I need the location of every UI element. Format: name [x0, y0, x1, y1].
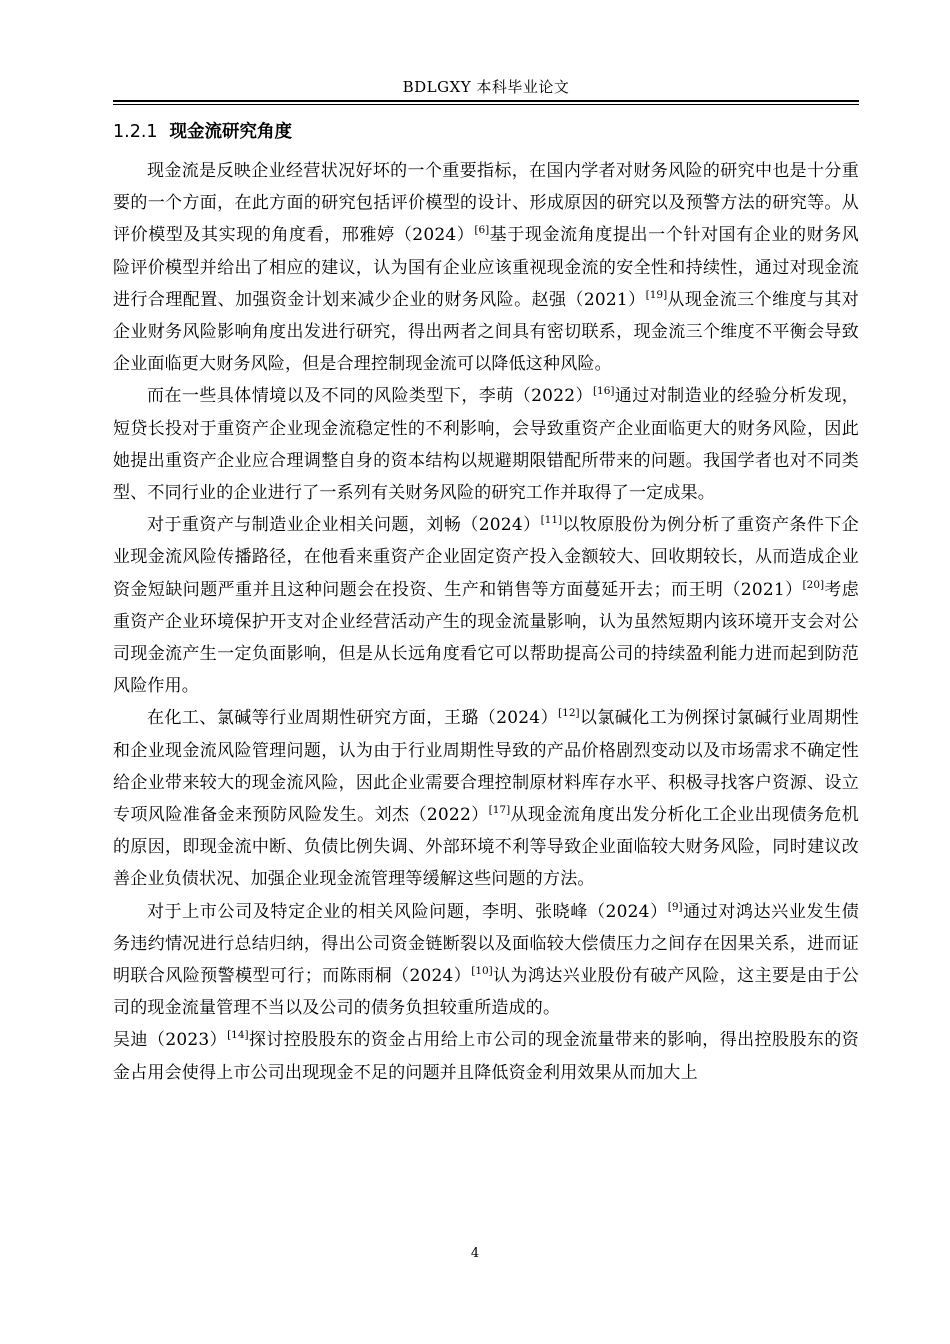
paragraph-text: 以氯碱化工为例探讨氯碱行业周期性和企业现金流风险管理问题，认为由于行业周期性导致的产品价格剧烈变动以及市场需求不确定性给企业带来较大的现金流风险，因此企业需要合理控制原材料库存水平、积极寻找客户资源、设立专项风险准备金来预防风险发生。刘杰（2022） [113, 708, 860, 826]
paragraph [113, 896, 859, 1025]
paragraph-text: 现金流是反映企业经营状况好坏的一个重要指标，在国内学者对财务风险的研究中也是十分重要的一个方面，在此方面的研究包括评价模型的设计、形成原因的研究以及预警方法的研究等。从评价模型及其实现的角度看，邢雅婷（2024） [113, 161, 859, 246]
paragraph-text: 对于重资产与制造业企业相关问题，刘畅（2024） [147, 515, 541, 536]
citation-marker: [19] [645, 288, 668, 301]
citation-marker: [10] [471, 965, 493, 978]
paragraph-text: 基于现金流角度提出一个针对国有企业的财务风险评价模型并给出了相应的建议，认为国有企业应该重视现金流的安全性和持续性，通过对现金流进行合理配置、加强资金计划来减少企业的财务风险。赵强（2021） [113, 225, 859, 310]
section-number: 1.2.1 [113, 122, 158, 142]
body-text [113, 155, 859, 1089]
citation-marker: [16] [592, 385, 615, 398]
paragraph-text: 考虑重资产企业环境保护开支对企业经营活动产生的现金流量影响，认为虽然短期内该环境开支会对公司现金流产生一定负面影响，但是从长远角度看它可以帮助提高公司的持续盈利能力进而起到防范风险作用。 [113, 579, 859, 697]
paragraph [113, 380, 859, 509]
section-title: 现金流研究角度 [169, 122, 293, 142]
header-rule [113, 100, 859, 102]
section-heading [113, 118, 292, 146]
paragraph-text: 而在一些具体情境以及不同的风险类型下，李萌（2022） [147, 386, 593, 407]
paragraph-text: 通过对鸿达兴业发生债务违约情况进行总结归纳，得出公司资金链断裂以及面临较大偿债压力之间存在因果关系，进而证明联合风险预警模型可行；而陈雨桐（2024） [113, 901, 860, 987]
citation-marker: [12] [558, 707, 580, 720]
paragraph-text: 从现金流角度出发分析化工企业出现债务危机的原因，即现金流中断、负债比例失调、外部环境不利等导致企业面临较大财务风险，同时建议改善企业负债状况、加强企业现金流管理等缓解这些问题的方法。 [113, 805, 859, 890]
citation-marker: [11] [540, 514, 563, 527]
paragraph-text: 通过对制造业的经验分析发现，短贷长投对于重资产企业现金流稳定性的不利影响，会导致重资产企业面临更大的财务风险，因此她提出重资产企业应合理调整自身的资本结构以规避期限错配所带来的问题。我国学者也对不同类型、不同行业的企业进行了一系列有关财务风险的研究工作并取得了一定成果。 [113, 386, 859, 504]
paragraph-text: 在化工、氯碱等行业周期性研究方面，王璐（2024） [147, 708, 559, 729]
paragraph [113, 1024, 859, 1088]
citation-marker: [9] [667, 900, 683, 913]
page-number: 4 [470, 1246, 480, 1261]
header-rule-thin [113, 104, 859, 105]
paragraph [113, 155, 859, 380]
paragraph-text: 以牧原股份为例分析了重资产条件下企业现金流风险传播路径，在他看来重资产企业固定资产投入金额较大、回收期较长，从而造成企业资金短缺问题严重并且这种问题会在投资、生产和销售等方面蔓延开去；而王明（2021） [113, 515, 859, 600]
running-header: BDLGXY 本科毕业论文 [402, 78, 570, 96]
paragraph [113, 509, 859, 702]
paragraph-text: 认为鸿达兴业股份有破产风险，这主要是由于公司的现金流量管理不当以及公司的债务负担较重所造成的。 [113, 966, 860, 1019]
citation-marker: [17] [488, 804, 511, 817]
paragraph-text: 吴迪（2023） [113, 1030, 228, 1051]
paragraph-text: 对于上市公司及特定企业的相关风险问题，李明、张晓峰（2024） [147, 901, 668, 922]
paragraph-text: 从现金流三个维度与其对企业财务风险影响角度出发进行研究，得出两者之间具有密切联系，现金流三个维度不平衡会导致企业面临更大财务风险，但是合理控制现金流可以降低这种风险。 [113, 289, 860, 375]
citation-marker: [20] [802, 578, 825, 591]
citation-marker: [14] [227, 1029, 249, 1042]
citation-marker: [6] [474, 224, 490, 237]
paragraph [113, 702, 859, 895]
paragraph-text: 探讨控股股东的资金占用给上市公司的现金流量带来的影响，得出控股股东的资金占用会使得上市公司出现现金不足的问题并且降低资金利用效果从而加大上 [113, 1030, 859, 1083]
